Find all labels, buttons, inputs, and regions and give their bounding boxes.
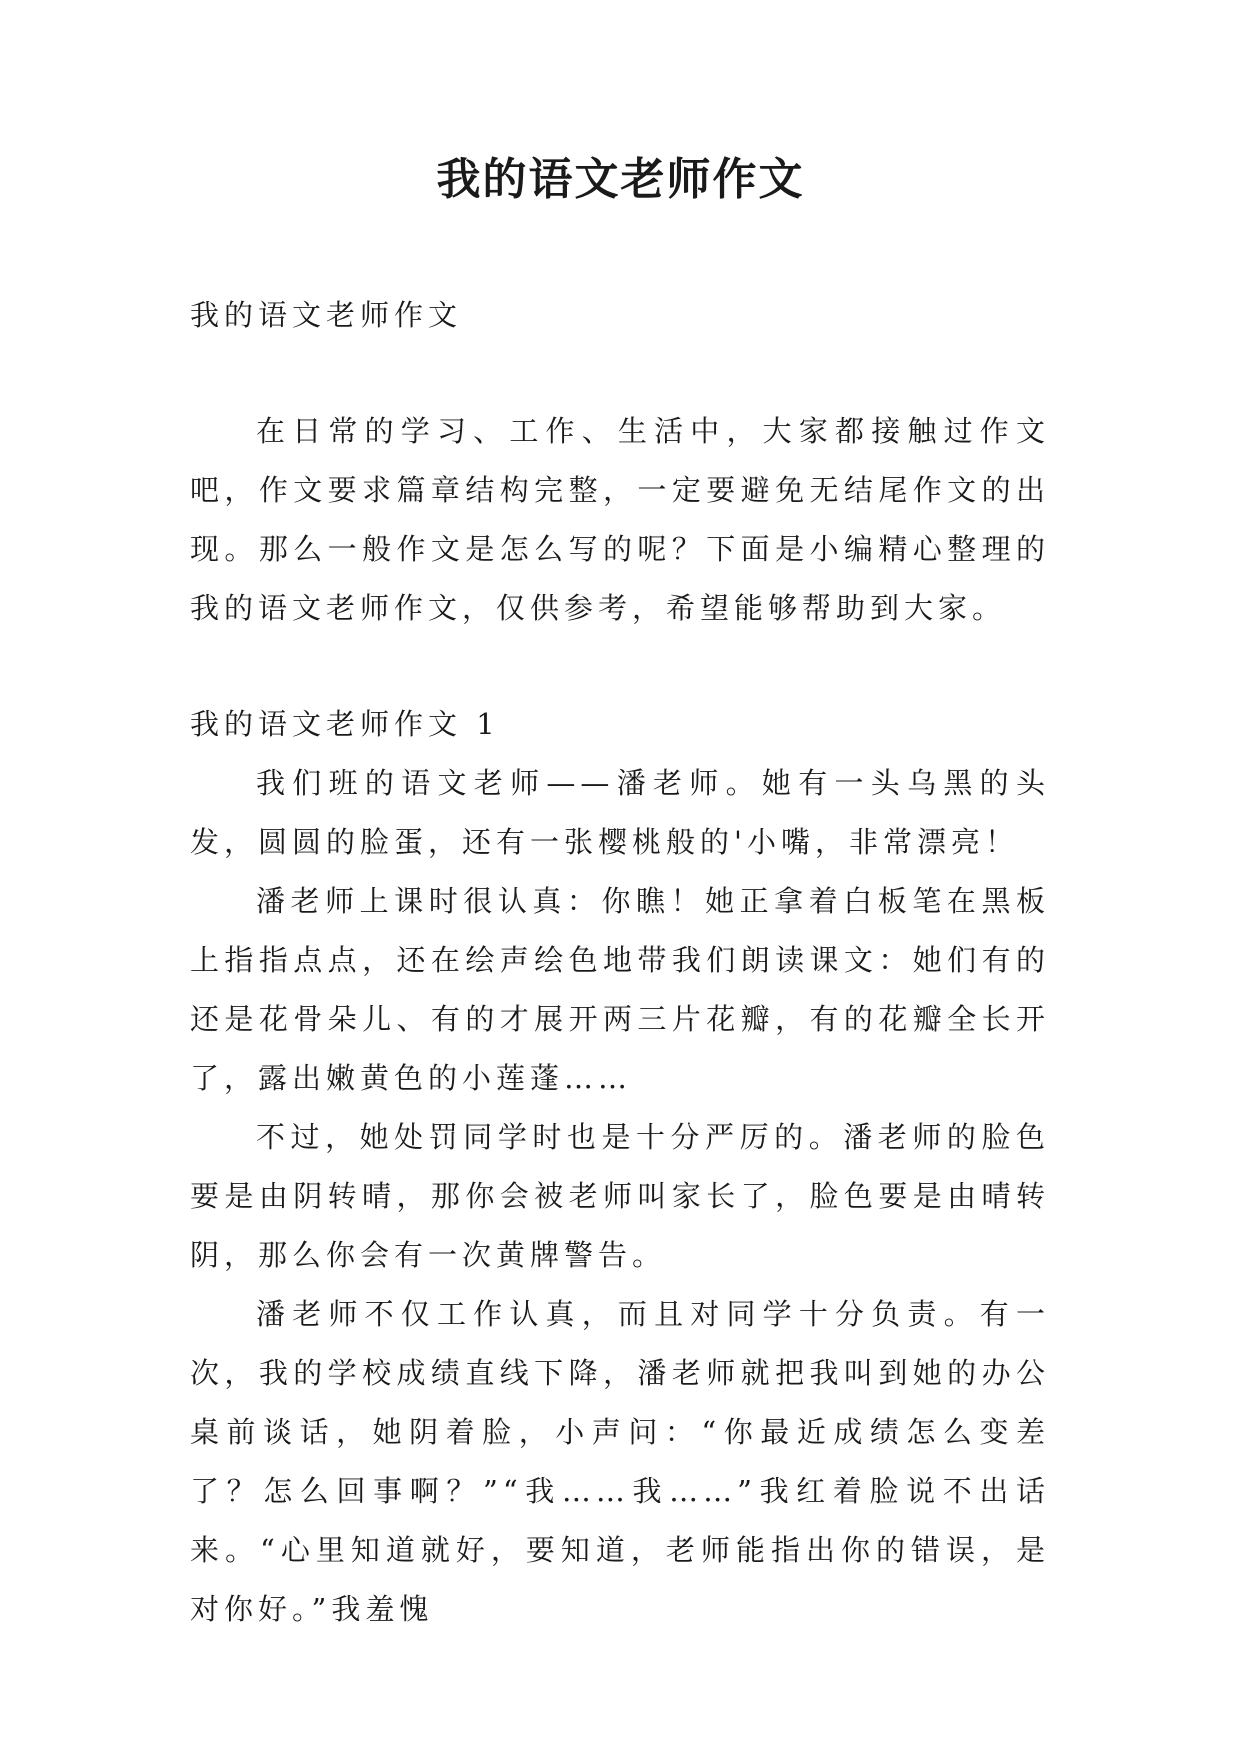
intro-paragraph: 在日常的学习、工作、生活中，大家都接触过作文吧，作文要求篇章结构完整，一定要避免无结尾作文的出现。那么一般作文是怎么写的呢？下面是小编精心整理的我的语文老师作文，仅供参考，希望能够帮助到大家。 — [190, 414, 1050, 625]
body-paragraph: 我们班的语文老师——潘老师。她有一头乌黑的头发，圆圆的脸蛋，还有一张樱桃般的'小嘴，非常漂亮！ — [190, 766, 1050, 859]
document-subtitle: 我的语文老师作文 — [190, 298, 463, 332]
body-paragraph: 潘老师不仅工作认真，而且对同学十分负责。有一次，我的学校成绩直线下降，潘老师就把我叫到她的办公桌前谈话，她阴着脸，小声问：“你最近成绩怎么变差了？怎么回事啊？”“我……我……”我红着脸说不出话来。“心里知道就好，要知道，老师能指出你的错误，是对你好。”我羞愧 — [190, 1297, 1050, 1626]
body-paragraph: 不过，她处罚同学时也是十分严厉的。潘老师的脸色要是由阴转晴，那你会被老师叫家长了，脸色要是由晴转阴，那么你会有一次黄牌警告。 — [190, 1120, 1050, 1272]
document-title: 我的语文老师作文 — [436, 154, 805, 205]
section-heading: 我的语文老师作文 1 — [190, 707, 500, 741]
section-body — [190, 754, 1050, 1639]
body-paragraph: 潘老师上课时很认真：你瞧！她正拿着白板笔在黑板上指指点点，还在绘声绘色地带我们朗读课文：她们有的还是花骨朵儿、有的才展开两三片花瓣，有的花瓣全长开了，露出嫩黄色的小莲蓬…… — [190, 884, 1050, 1095]
